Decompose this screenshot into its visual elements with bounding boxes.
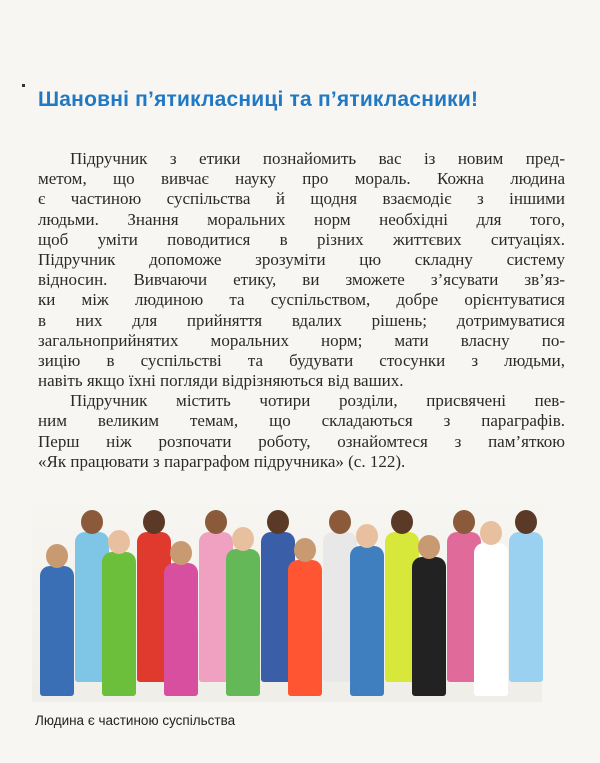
child-head (232, 527, 254, 551)
text-line: відносин. Вивчаючи етику, ви зможете з’ясувати зв’яз- (38, 270, 565, 290)
text-line: ки між людиною та суспільством, добре орієнтуватися (38, 290, 565, 310)
child-head (81, 510, 103, 534)
text-line: зицію в суспільстві та будувати стосунки з людьми, (38, 350, 565, 370)
text-line: навіть якщо їхні погляди відрізняються від ваших. (38, 371, 404, 391)
text-line: в них для прийняття вдалих рішень; дотримуватися (38, 310, 565, 330)
child-head (143, 510, 165, 534)
child-head (480, 521, 502, 545)
photo-caption: Людина є частиною суспільства (35, 713, 236, 728)
child-figure (288, 560, 322, 696)
child-head (418, 535, 440, 559)
text-line: Підручник містить чотири розділи, присвячені пев- (70, 391, 565, 411)
child-head (515, 510, 537, 534)
child-figure (350, 546, 384, 696)
text-line: є частиною суспільства й щодня взаємодіє з іншими (38, 189, 565, 209)
child-figure (102, 552, 136, 696)
child-head (391, 510, 413, 534)
text-line: ним великим темам, що складаються з параграфів. (38, 411, 565, 431)
text-line: Підручник з етики познайомить вас із новим пред- (70, 149, 565, 168)
child-head (170, 541, 192, 565)
child-head (267, 510, 289, 534)
text-line: загальноприйнятих моральних норм; мати власну по- (38, 330, 565, 350)
child-head (108, 530, 130, 554)
child-figure (164, 563, 198, 696)
children-group-photo (32, 492, 542, 702)
child-head (356, 524, 378, 548)
text-line: людьми. Знання моральних норм необхідні для того, (38, 209, 565, 229)
intro-text (38, 149, 565, 472)
child-head (205, 510, 227, 534)
child-figure (474, 543, 508, 696)
child-figure (412, 557, 446, 696)
text-line: Перш ніж розпочати роботу, ознайомтеся з пам’яткою (38, 431, 565, 451)
text-line: щоб уміти поводитися в різних життєвих ситуаціях. (38, 229, 565, 249)
child-figure (226, 549, 260, 696)
child-figure (40, 566, 74, 696)
text-line: Підручник допоможе зрозуміти цю складну систему (38, 249, 565, 269)
child-head (46, 544, 68, 568)
text-line: метом, що вивчає науку про мораль. Кожна людина (38, 169, 565, 189)
scan-mark (22, 84, 25, 87)
child-head (294, 538, 316, 562)
child-head (329, 510, 351, 534)
child-head (453, 510, 475, 534)
child-figure (509, 532, 543, 682)
text-line: «Як працювати з параграфом підручника» (с. 122). (38, 451, 406, 471)
page-title: Шановні п’ятикласниці та п’ятикласники! (38, 88, 479, 111)
